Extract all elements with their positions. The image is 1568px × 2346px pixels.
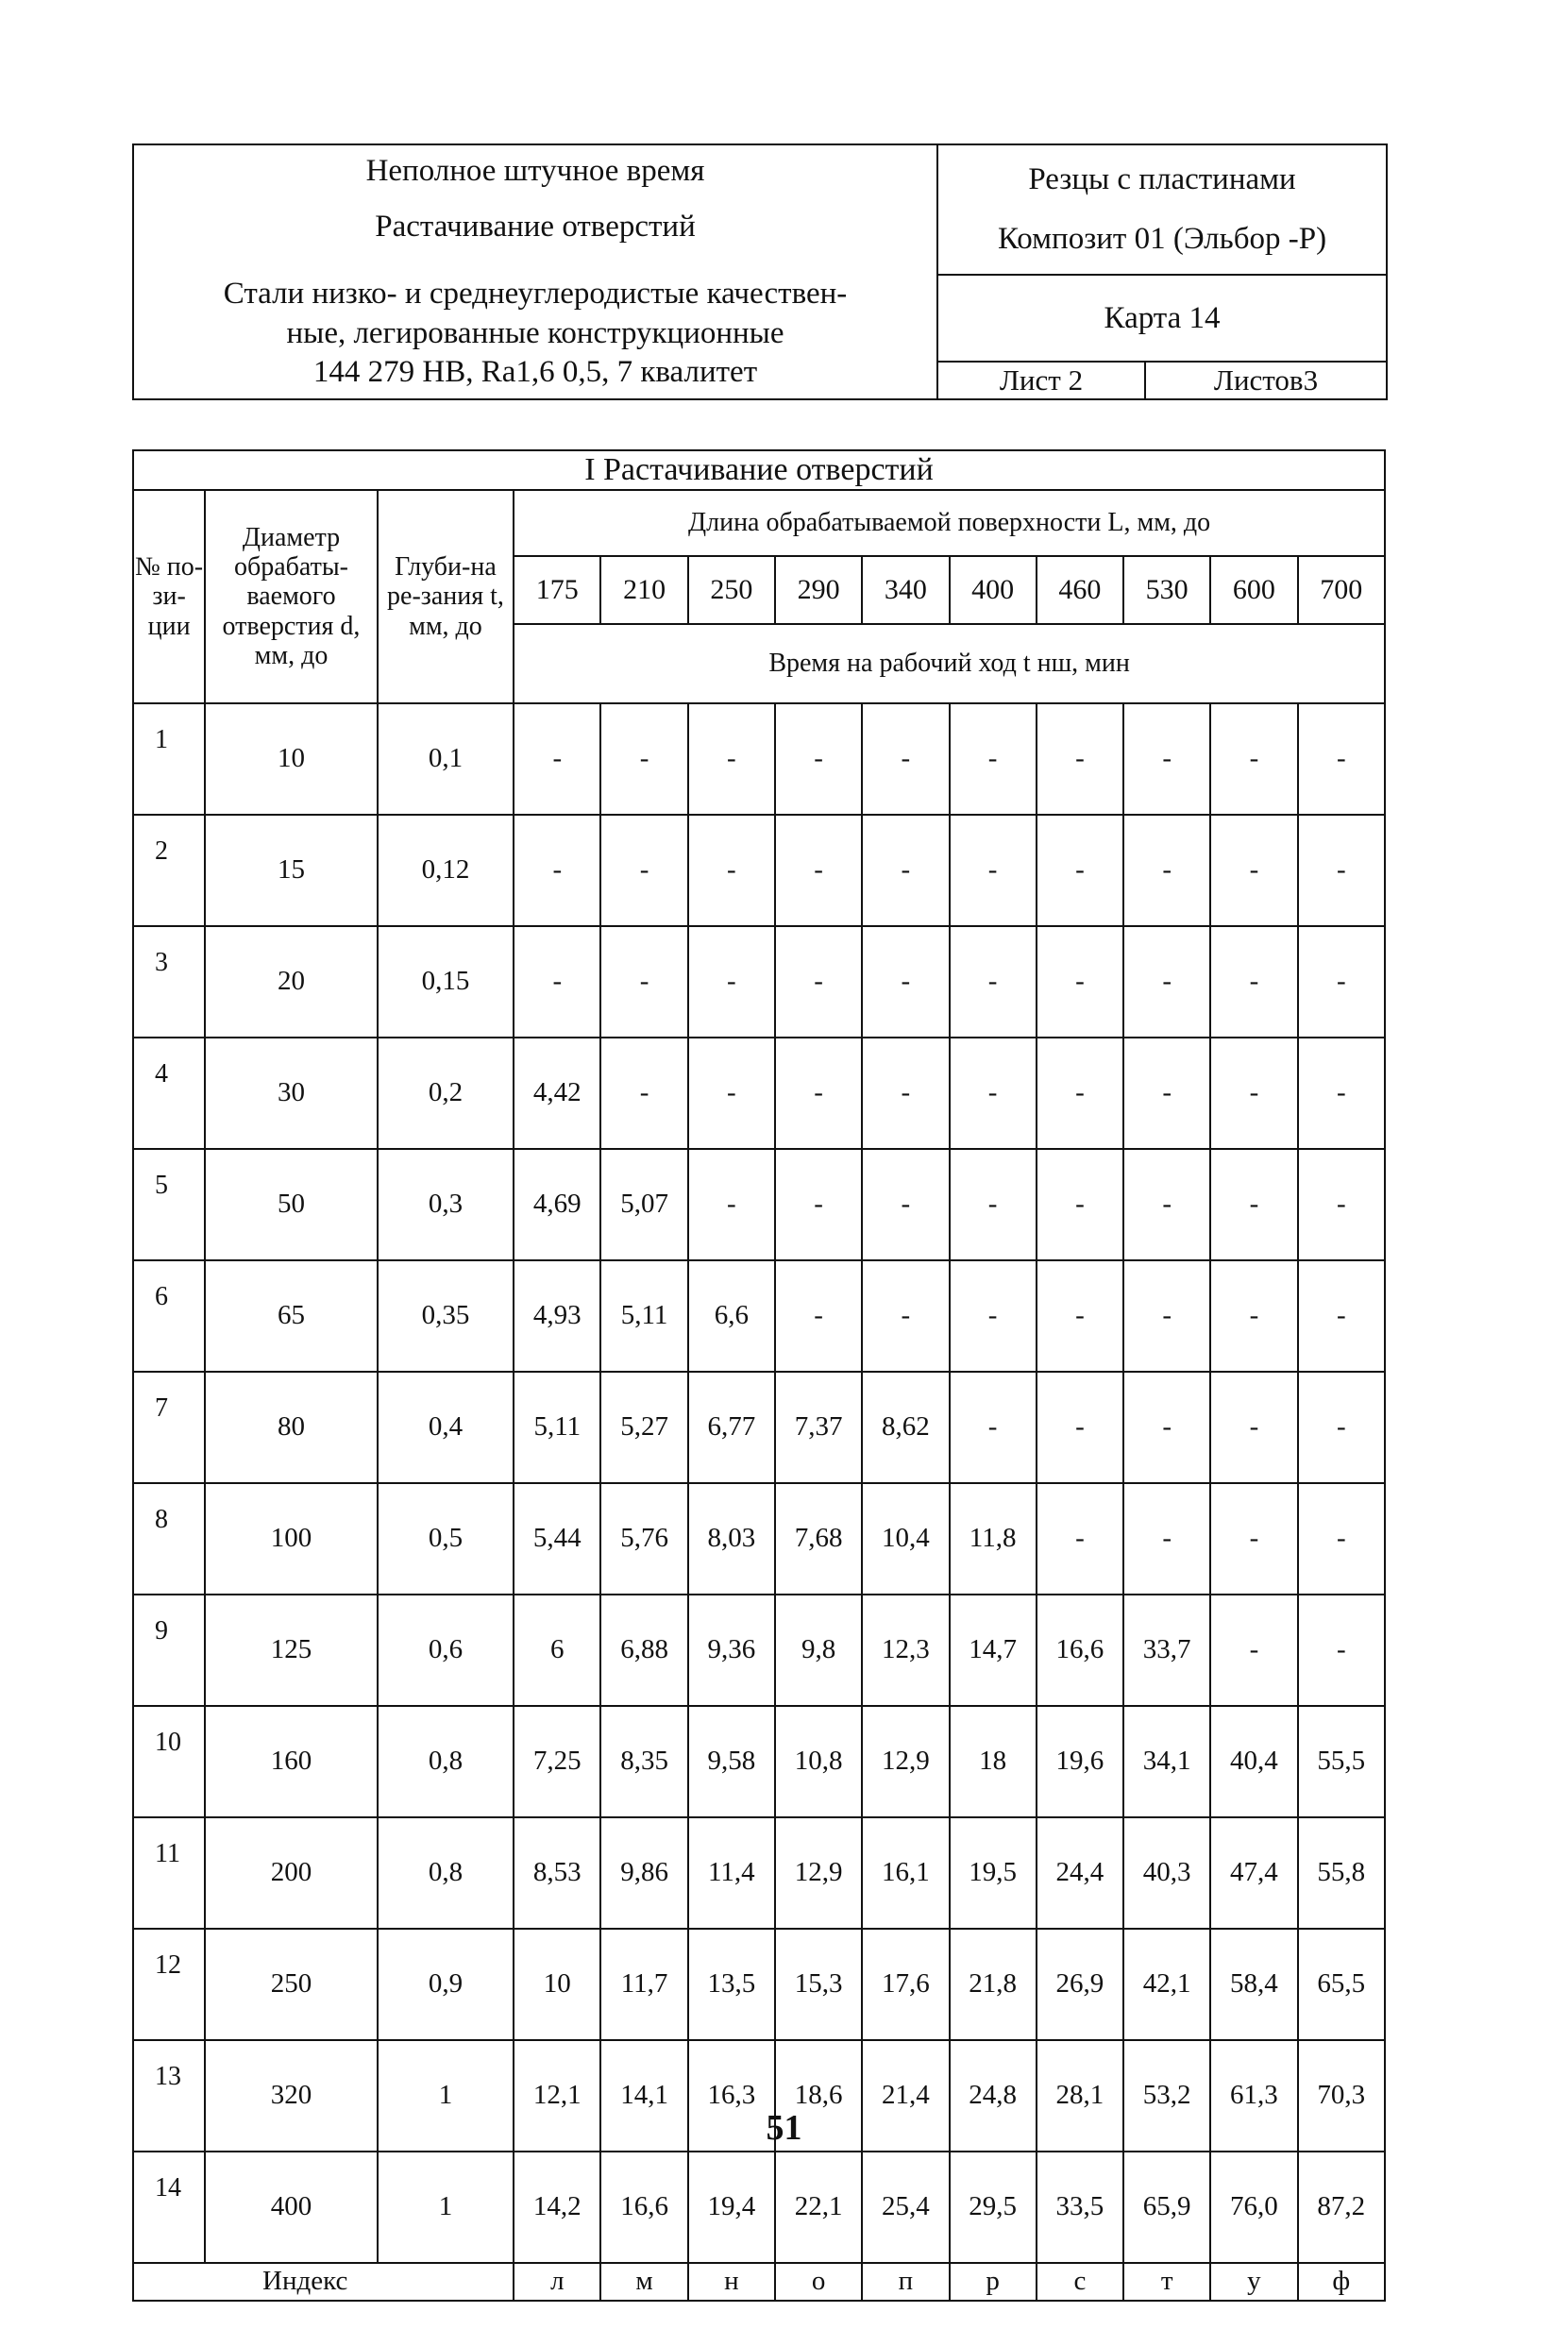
time-cell: 5,11 [514,1372,600,1483]
row-position: 13 [133,2040,205,2152]
time-cell: 8,62 [862,1372,949,1483]
time-cell: - [600,703,687,815]
length-value: 175 [514,556,600,624]
time-cell: 9,36 [688,1595,775,1706]
time-cell: 14,2 [514,2152,600,2263]
row-depth: 0,8 [378,1817,514,1929]
length-value: 400 [950,556,1037,624]
row-position: 9 [133,1595,205,1706]
time-header: Время на рабочий ход t нш, мин [514,624,1385,703]
time-cell: - [862,815,949,926]
time-cell: - [688,1038,775,1149]
time-cell: 24,8 [950,2040,1037,2152]
time-cell: 8,35 [600,1706,687,1817]
diameter-column-header: Диаметр обрабаты-ваемого отверстия d, мм, до [205,490,378,703]
row-position: 5 [133,1149,205,1260]
time-cell: - [1210,1149,1297,1260]
row-diameter: 65 [205,1260,378,1372]
table-row [133,2152,1385,2263]
time-cell: 16,6 [1037,1595,1123,1706]
time-cell: 4,69 [514,1149,600,1260]
row-position: 10 [133,1706,205,1817]
time-cell: - [688,926,775,1038]
row-depth: 1 [378,2040,514,2152]
time-cell: 21,8 [950,1929,1037,2040]
table-row [133,1483,1385,1595]
time-cell: 25,4 [862,2152,949,2263]
row-diameter: 20 [205,926,378,1038]
time-cell: 16,6 [600,2152,687,2263]
time-cell: - [1037,703,1123,815]
length-value: 530 [1123,556,1210,624]
row-diameter: 100 [205,1483,378,1595]
time-cell: 76,0 [1210,2152,1297,2263]
row-position: 4 [133,1038,205,1149]
header-table [132,143,1388,400]
row-depth: 0,35 [378,1260,514,1372]
time-cell: - [862,1149,949,1260]
time-cell: 18,6 [775,2040,862,2152]
time-cell: - [1298,815,1385,926]
time-cell: - [775,703,862,815]
time-cell: - [514,703,600,815]
time-cell: - [950,1149,1037,1260]
time-cell: 8,03 [688,1483,775,1595]
sheet-count: Листов3 [1145,362,1387,399]
time-cell: - [950,815,1037,926]
time-cell: - [950,1038,1037,1149]
time-cell: 42,1 [1123,1929,1210,2040]
time-cell: 9,86 [600,1817,687,1929]
time-cell: - [1123,703,1210,815]
row-position: 8 [133,1483,205,1595]
time-cell: 10,4 [862,1483,949,1595]
time-cell: - [688,815,775,926]
table-row [133,1372,1385,1483]
row-diameter: 30 [205,1038,378,1149]
table-row [133,1149,1385,1260]
time-cell: 5,11 [600,1260,687,1372]
time-cell: 11,4 [688,1817,775,1929]
time-cell: 34,1 [1123,1706,1210,1817]
time-cell: 19,6 [1037,1706,1123,1817]
time-cell: 8,53 [514,1817,600,1929]
time-cell: - [1123,1149,1210,1260]
table-row [133,703,1385,815]
card-number: Карта 14 [937,275,1387,362]
time-cell: 7,68 [775,1483,862,1595]
data-rows [133,703,1385,2263]
tool-line-1: Резцы с пластинами [1028,162,1296,197]
row-depth: 0,1 [378,703,514,815]
row-position: 11 [133,1817,205,1929]
time-cell: - [1037,1372,1123,1483]
table-row [133,1929,1385,2040]
length-header: Длина обрабатываемой поверхности L, мм, до [514,490,1385,556]
time-cell: 47,4 [1210,1817,1297,1929]
row-depth: 0,6 [378,1595,514,1706]
time-cell: - [775,926,862,1038]
position-column-header: № по-зи-ции [133,490,205,703]
time-cell: - [1123,1372,1210,1483]
time-cell: - [1037,1483,1123,1595]
time-cell: 26,9 [1037,1929,1123,2040]
index-row [133,2263,1385,2301]
length-value: 600 [1210,556,1297,624]
index-letter: ф [1298,2263,1385,2301]
row-diameter: 15 [205,815,378,926]
time-cell: - [1210,1038,1297,1149]
time-cell: 5,07 [600,1149,687,1260]
time-cell: 33,7 [1123,1595,1210,1706]
row-diameter: 250 [205,1929,378,2040]
time-cell: 4,42 [514,1038,600,1149]
time-cell: 5,44 [514,1483,600,1595]
table-row [133,815,1385,926]
time-cell: - [1123,1038,1210,1149]
time-cell: - [862,703,949,815]
time-cell: - [1037,815,1123,926]
length-value: 250 [688,556,775,624]
time-cell: 16,1 [862,1817,949,1929]
index-letter: л [514,2263,600,2301]
time-cell: 61,3 [1210,2040,1297,2152]
row-position: 7 [133,1372,205,1483]
row-depth: 0,3 [378,1149,514,1260]
table-row [133,1260,1385,1372]
row-position: 2 [133,815,205,926]
time-cell: - [775,815,862,926]
time-cell: 65,9 [1123,2152,1210,2263]
time-cell: - [1123,926,1210,1038]
time-cell: 24,4 [1037,1817,1123,1929]
time-cell: - [1298,926,1385,1038]
time-cell: - [600,1038,687,1149]
row-depth: 0,12 [378,815,514,926]
tool-line-2: Композит 01 (Эльбор -Р) [997,222,1327,256]
time-cell: - [688,703,775,815]
index-letter: т [1123,2263,1210,2301]
table-row [133,1817,1385,1929]
time-cell: - [1210,1260,1297,1372]
sheet-number: Лист 2 [937,362,1145,399]
time-cell: 6,77 [688,1372,775,1483]
row-diameter: 320 [205,2040,378,2152]
time-cell: - [1210,815,1297,926]
time-cell: - [1210,703,1297,815]
index-letter: о [775,2263,862,2301]
row-diameter: 400 [205,2152,378,2263]
time-cell: - [1123,1483,1210,1595]
row-diameter: 125 [205,1595,378,1706]
section-title: I Растачивание отверстий [133,450,1385,490]
time-cell: 12,3 [862,1595,949,1706]
time-cell: 9,8 [775,1595,862,1706]
time-cell: 14,7 [950,1595,1037,1706]
row-diameter: 200 [205,1817,378,1929]
time-cell: - [1037,1260,1123,1372]
time-table [132,449,1386,2302]
length-value: 210 [600,556,687,624]
row-depth: 0,15 [378,926,514,1038]
header-description [133,144,937,399]
time-cell: 11,7 [600,1929,687,2040]
time-cell: - [950,703,1037,815]
time-cell: 29,5 [950,2152,1037,2263]
time-cell: 55,8 [1298,1817,1385,1929]
time-cell: 19,4 [688,2152,775,2263]
table-row [133,926,1385,1038]
time-cell: - [950,1372,1037,1483]
time-cell: 55,5 [1298,1706,1385,1817]
time-cell: - [950,926,1037,1038]
index-letter: н [688,2263,775,2301]
time-cell: 5,27 [600,1372,687,1483]
header-line-1: Неполное штучное время [365,153,705,188]
time-cell: - [514,815,600,926]
length-value: 340 [862,556,949,624]
time-cell: - [1123,1260,1210,1372]
time-cell: 6,6 [688,1260,775,1372]
row-depth: 1 [378,2152,514,2263]
time-cell: - [1210,1483,1297,1595]
time-cell: 9,58 [688,1706,775,1817]
time-cell: 13,5 [688,1929,775,2040]
row-position: 14 [133,2152,205,2263]
depth-column-header: Глуби-на ре-зания t, мм, до [378,490,514,703]
row-depth: 0,5 [378,1483,514,1595]
time-cell: - [1123,815,1210,926]
time-cell: - [1037,926,1123,1038]
row-position: 12 [133,1929,205,2040]
row-position: 1 [133,703,205,815]
length-value: 460 [1037,556,1123,624]
time-cell: 4,93 [514,1260,600,1372]
time-cell: - [1298,1372,1385,1483]
header-line-4: 144 279 НВ, Ra1,6 0,5, 7 квалитет [312,354,758,389]
row-depth: 0,8 [378,1706,514,1817]
index-label: Индекс [133,2263,514,2301]
row-depth: 0,4 [378,1372,514,1483]
header-line-3b: ные, легированные конструкционные [286,315,784,350]
time-cell: 7,25 [514,1706,600,1817]
time-cell: 22,1 [775,2152,862,2263]
table-row [133,1038,1385,1149]
time-cell: 5,76 [600,1483,687,1595]
time-cell: 11,8 [950,1483,1037,1595]
row-depth: 0,2 [378,1038,514,1149]
time-cell: 15,3 [775,1929,862,2040]
time-cell: 40,4 [1210,1706,1297,1817]
row-diameter: 50 [205,1149,378,1260]
time-cell: - [1298,1038,1385,1149]
time-cell: 10,8 [775,1706,862,1817]
time-cell: - [1210,1595,1297,1706]
time-cell: 18 [950,1706,1037,1817]
time-cell: - [1210,926,1297,1038]
index-letter: м [600,2263,687,2301]
time-cell: 28,1 [1037,2040,1123,2152]
time-cell: 53,2 [1123,2040,1210,2152]
time-cell: - [514,926,600,1038]
row-position: 6 [133,1260,205,1372]
tool-description [937,144,1387,275]
time-cell: - [775,1260,862,1372]
time-cell: - [1298,1483,1385,1595]
time-cell: - [1298,1260,1385,1372]
row-position: 3 [133,926,205,1038]
time-cell: - [600,815,687,926]
time-cell: 6 [514,1595,600,1706]
time-cell: 7,37 [775,1372,862,1483]
length-value: 700 [1298,556,1385,624]
time-cell: - [862,926,949,1038]
time-cell: 40,3 [1123,1817,1210,1929]
index-letter: р [950,2263,1037,2301]
time-cell: 12,9 [775,1817,862,1929]
time-cell: - [1037,1038,1123,1149]
time-cell: - [600,926,687,1038]
index-letter: п [862,2263,949,2301]
time-cell: - [1210,1372,1297,1483]
index-letter: у [1210,2263,1297,2301]
time-cell: 33,5 [1037,2152,1123,2263]
time-cell: 14,1 [600,2040,687,2152]
time-cell: - [862,1038,949,1149]
time-cell: 87,2 [1298,2152,1385,2263]
time-cell: 65,5 [1298,1929,1385,2040]
time-cell: 19,5 [950,1817,1037,1929]
header-line-3a: Стали низко- и среднеуглеродистые качествен- [223,277,848,312]
time-cell: - [950,1260,1037,1372]
time-cell: - [688,1149,775,1260]
header-line-2: Растачивание отверстий [375,210,696,245]
table-row [133,1706,1385,1817]
time-cell: 21,4 [862,2040,949,2152]
index-letter: с [1037,2263,1123,2301]
time-cell: - [775,1149,862,1260]
time-cell: 16,3 [688,2040,775,2152]
table-row [133,1595,1385,1706]
time-cell: 12,1 [514,2040,600,2152]
row-diameter: 10 [205,703,378,815]
row-diameter: 80 [205,1372,378,1483]
time-cell: 70,3 [1298,2040,1385,2152]
page-number: 51 [766,2108,802,2148]
time-cell: - [862,1260,949,1372]
time-cell: 10 [514,1929,600,2040]
time-cell: - [1037,1149,1123,1260]
time-cell: - [1298,1149,1385,1260]
time-cell: 12,9 [862,1706,949,1817]
time-cell: 58,4 [1210,1929,1297,2040]
time-cell: - [1298,1595,1385,1706]
time-cell: - [775,1038,862,1149]
row-diameter: 160 [205,1706,378,1817]
time-cell: 17,6 [862,1929,949,2040]
length-value: 290 [775,556,862,624]
time-cell: 6,88 [600,1595,687,1706]
time-cell: - [1298,703,1385,815]
row-depth: 0,9 [378,1929,514,2040]
